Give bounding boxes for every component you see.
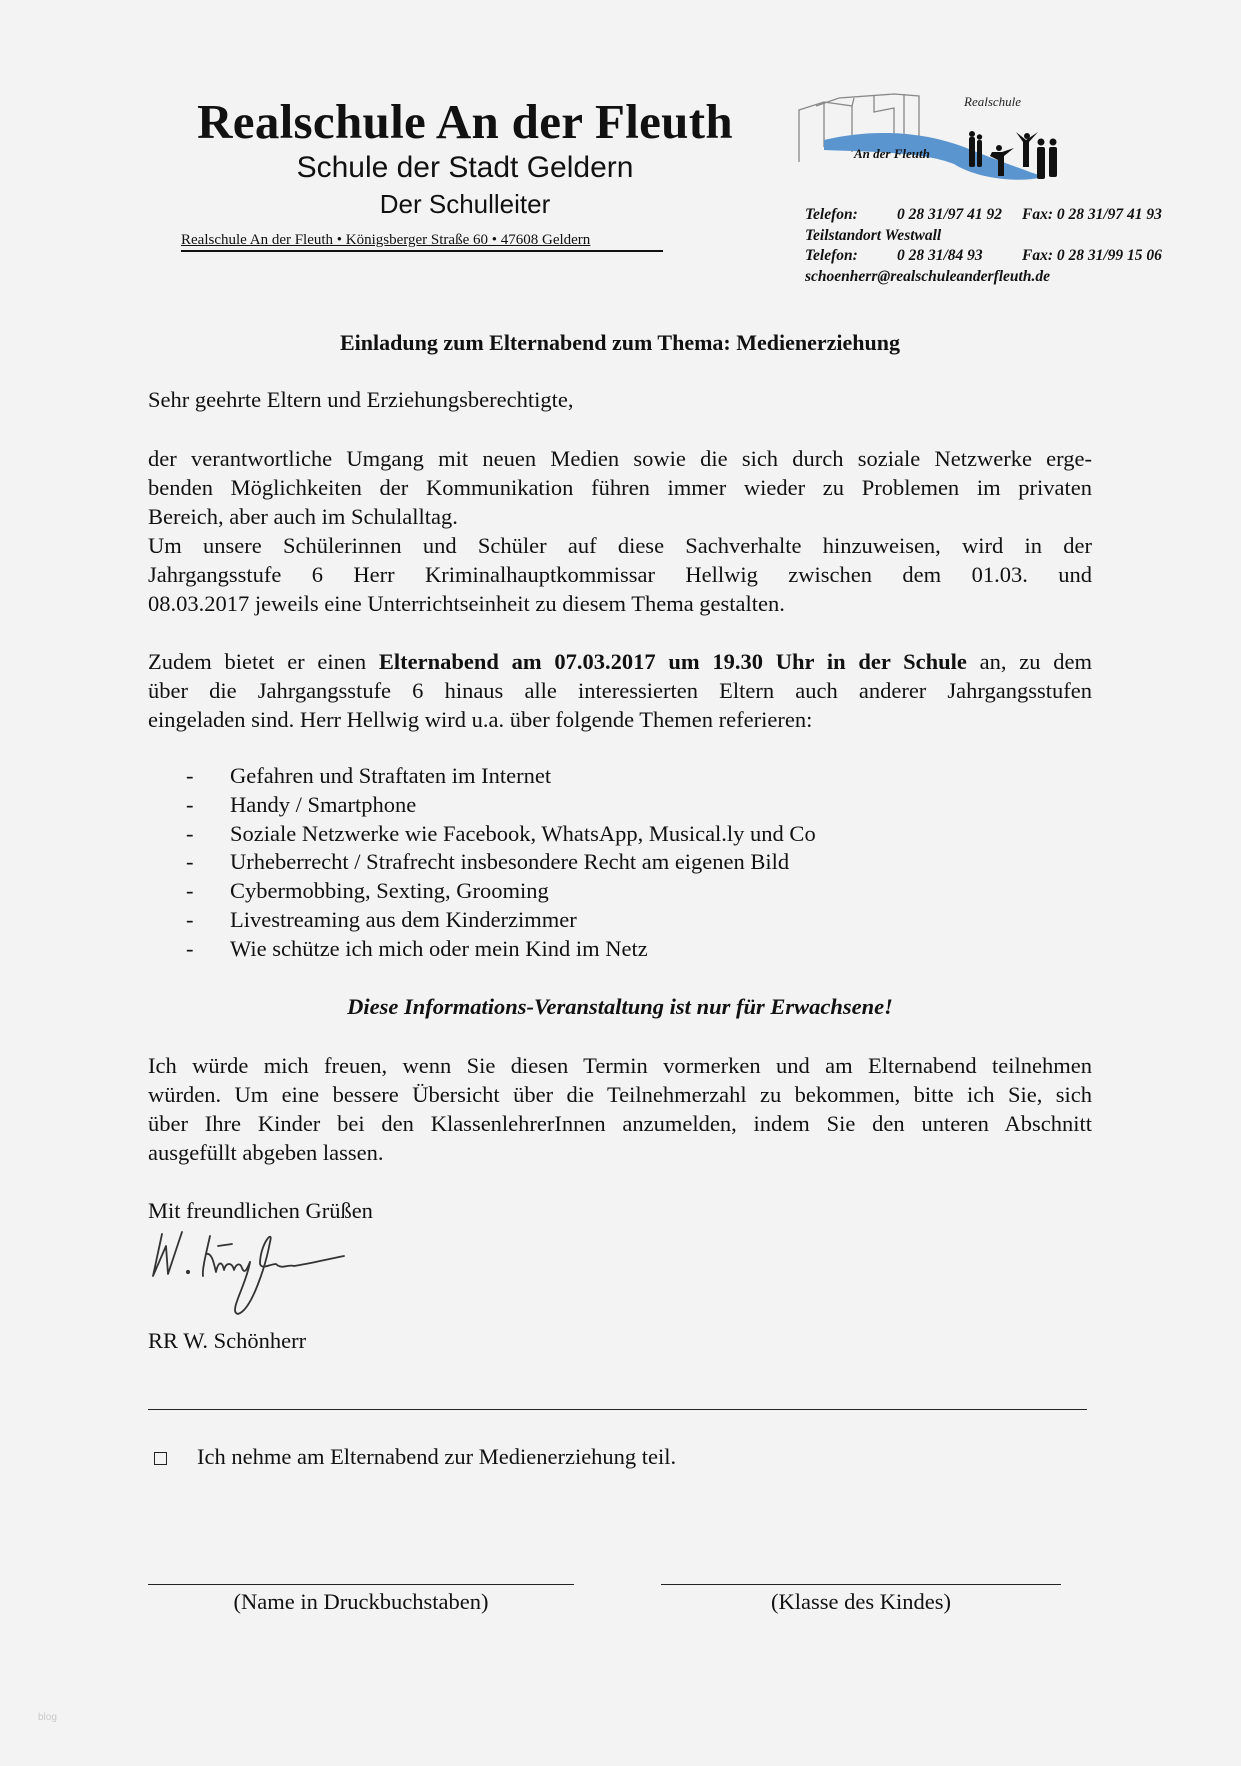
name-caption: (Name in Druckbuchstaben) (233, 1589, 489, 1614)
text-line: benden Möglichkeiten der Kommunikation führen immer wieder zu Problemen im privaten (148, 475, 1092, 500)
list-item-text: Cybermobbing, Sexting, Grooming (230, 878, 549, 904)
text-line: eingeladen sind. Herr Hellwig wird u.a. über folgende Themen referieren: (148, 707, 813, 732)
signature (148, 1224, 372, 1320)
bullet-dash: - (186, 935, 194, 961)
fax-branch: Fax: 0 28 31/99 15 06 (1022, 247, 1162, 264)
contact-block (805, 205, 1162, 287)
event-details: Elternabend am 07.03.2017 um 19.30 Uhr in der Schule (378, 649, 967, 674)
phone-label-branch: Telefon: (805, 247, 858, 264)
sender-address: Realschule An der Fleuth • Königsberger Straße 60 • 47608 Geldern (181, 231, 663, 252)
text-line: Bereich, aber auch im Schulalltag. (148, 504, 458, 529)
text-segment: Zudem bietet er einen (148, 649, 379, 674)
text-line: über Ihre Kinder bei den KlassenlehrerInnen anzumelden, indem Sie den unteren Abschnitt (148, 1111, 1092, 1136)
school-logo (794, 92, 1074, 202)
text-line: Ich würde mich freuen, wenn Sie diesen Termin vormerken und am Elternabend teilnehmen (148, 1053, 1092, 1078)
list-item-text: Soziale Netzwerke wie Facebook, WhatsApp, Musical.ly und Co (230, 820, 816, 846)
list-item-text: Handy / Smartphone (230, 791, 417, 817)
text-line: der verantwortliche Umgang mit neuen Medien sowie die sich durch soziale Netzwerke erge- (148, 446, 1092, 471)
closing: Mit freundlichen Grüßen (148, 1198, 373, 1223)
list-item (148, 791, 816, 820)
logo-text-bottom: An der Fleuth (854, 146, 930, 161)
sender-role: Der Schulleiter (379, 189, 551, 219)
name-field-line[interactable] (148, 1584, 574, 1585)
branch-name: Teilstandort Westwall (805, 226, 942, 244)
bullet-dash: - (186, 849, 194, 875)
bullet-dash: - (186, 763, 194, 788)
bullet-dash: - (186, 791, 194, 817)
text-line: Jahrgangsstufe 6 Herr Kriminalhauptkommissar Hellwig zwischen dem 01.03. und (148, 562, 1092, 587)
list-item (148, 848, 816, 877)
watermark: blog (38, 1712, 57, 1723)
adults-only-notice: Diese Informations-Veranstaltung ist nur für Erwachsene! (347, 994, 893, 1019)
phone-main: 0 28 31/97 41 92 (897, 206, 1003, 223)
list-item (148, 820, 816, 849)
phone-label: Telefon: (805, 206, 858, 223)
letter-heading: Einladung zum Elternabend zum Thema: Medienerziehung (339, 330, 901, 355)
text-line: 08.03.2017 jeweils eine Unterrichtseinheit zu diesem Thema gestalten. (148, 591, 785, 616)
signer-name: RR W. Schönherr (148, 1328, 307, 1353)
list-item-text: Gefahren und Straftaten im Internet (230, 763, 552, 788)
bullet-dash: - (186, 906, 194, 932)
paragraph-intro (148, 444, 1092, 618)
phone-branch: 0 28 31/84 93 (897, 247, 983, 264)
text-segment: an, zu dem (966, 649, 1093, 674)
list-item-text: Wie schütze ich mich oder mein Kind im Netz (230, 935, 648, 961)
paragraph-event (148, 647, 1092, 734)
school-subtitle: Schule der Stadt Geldern (296, 151, 634, 184)
list-item (148, 935, 816, 964)
bullet-dash: - (186, 878, 194, 904)
logo-text-top: Realschule (964, 94, 1022, 109)
school-name: Realschule An der Fleuth (197, 94, 733, 149)
cut-line-divider (148, 1409, 1087, 1410)
email: schoenherr@realschuleanderfleuth.de (805, 267, 1050, 285)
text-line (148, 647, 1092, 676)
greeting-text: Sehr geehrte Eltern und Erziehungsberechtigte, (148, 387, 574, 412)
topic-list (148, 762, 816, 964)
list-item-text: Urheberrecht / Strafrecht insbesondere Recht am eigenen Bild (230, 849, 790, 875)
text-line: ausgefüllt abgeben lassen. (148, 1140, 384, 1165)
attendance-checkbox[interactable] (154, 1452, 167, 1465)
paragraph-registration (148, 1051, 1092, 1167)
class-field-line[interactable] (661, 1584, 1061, 1585)
text-line: würden. Um eine bessere Übersicht über die Teilnehmerzahl zu bekommen, bitte ich Sie, sich (148, 1082, 1092, 1107)
attendance-checkbox-row[interactable] (148, 1442, 676, 1471)
class-caption: (Klasse des Kindes) (771, 1589, 951, 1614)
text-line: über die Jahrgangsstufe 6 hinaus alle interessierten Eltern auch anderer Jahrgangsstufen (148, 678, 1092, 703)
list-item (148, 762, 816, 791)
list-item-text: Livestreaming aus dem Kinderzimmer (230, 906, 577, 932)
text-line: Um unsere Schülerinnen und Schüler auf diese Sachverhalte hinzuweisen, wird in der (148, 533, 1092, 558)
fax-main: Fax: 0 28 31/97 41 93 (1022, 206, 1162, 223)
greeting (148, 385, 1092, 414)
list-item (148, 906, 816, 935)
bullet-dash: - (186, 820, 194, 846)
list-item (148, 877, 816, 906)
checkbox-label: Ich nehme am Elternabend zur Medienerziehung teil. (197, 1444, 677, 1469)
